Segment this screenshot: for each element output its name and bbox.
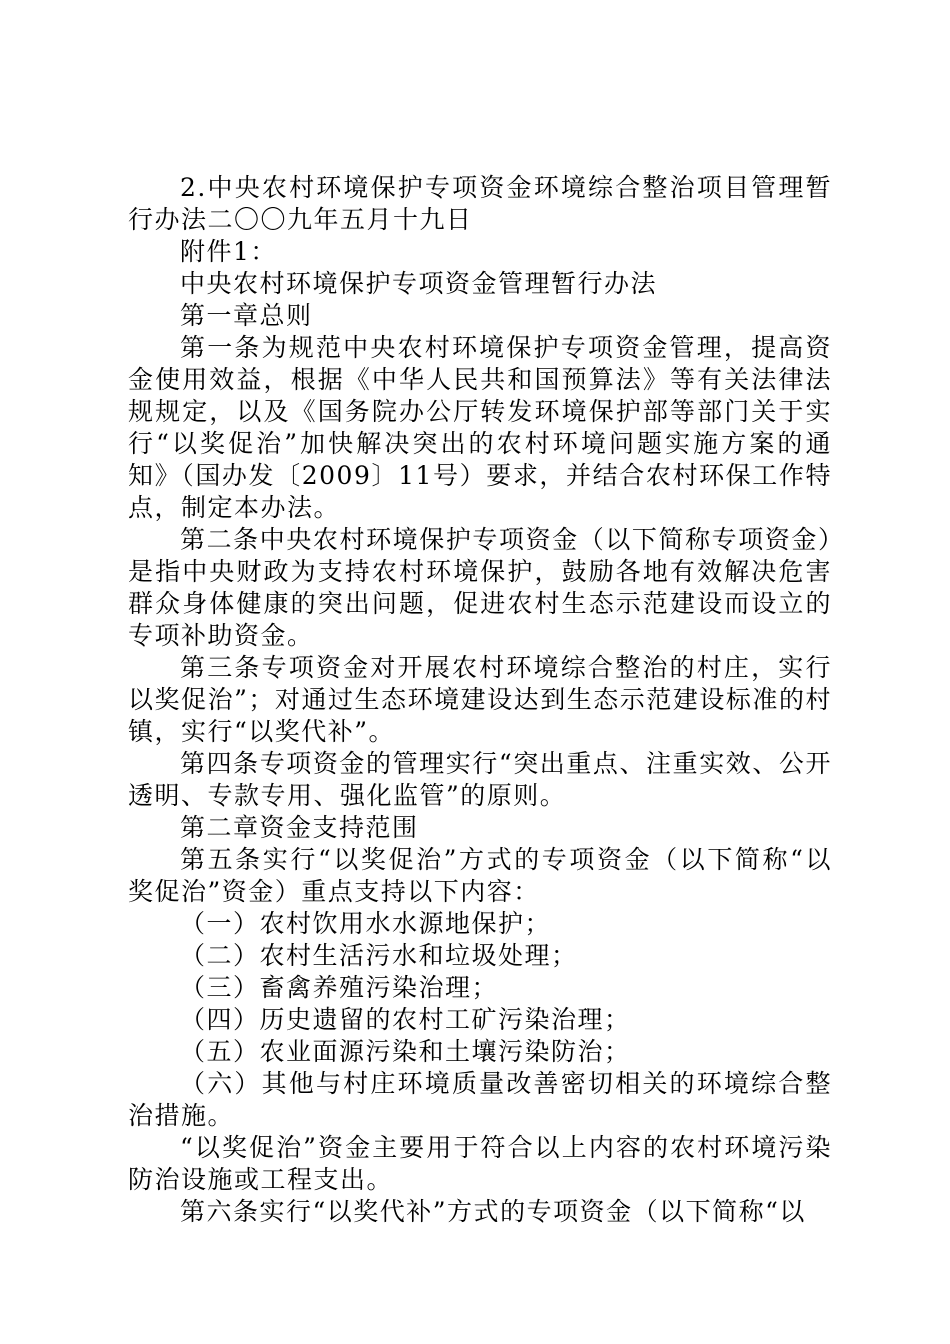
article-4: 第四条专项资金的管理实行“突出重点、注重实效、公开透明、专款专用、强化监管”的原则。 (128, 749, 832, 810)
article-6: 第六条实行“以奖代补”方式的专项资金（以下简称“以 (180, 1197, 806, 1226)
paragraph-funding-use: “以奖促治”资金主要用于符合以上内容的农村环境污染防治设施或工程支出。 (128, 1133, 832, 1194)
list-item-5: （五）农业面源污染和土壤污染防治； (180, 1037, 631, 1066)
article-5: 第五条实行“以奖促治”方式的专项资金（以下简称“以奖促治”资金）重点支持以下内容： (128, 845, 832, 906)
list-item-1: （一）农村饮用水水源地保护； (180, 909, 552, 938)
chapter-heading-2: 第二章资金支持范围 (180, 813, 419, 842)
list-item-6: （六）其他与村庄环境质量改善密切相关的环境综合整治措施。 (128, 1069, 832, 1130)
paragraph-document-title: 中央农村环境保护专项资金管理暂行办法 (180, 269, 658, 298)
paragraph-appendix-title: 2.中央农村环境保护专项资金环境综合整治项目管理暂行办法二〇〇九年五月十九日 (128, 173, 832, 234)
list-item-2: （二）农村生活污水和垃圾处理； (180, 941, 578, 970)
list-item-4: （四）历史遗留的农村工矿污染治理； (180, 1005, 631, 1034)
list-item-3: （三）畜禽养殖污染治理； (180, 973, 499, 1002)
document-body (128, 172, 832, 1228)
article-3: 第三条专项资金对开展农村环境综合整治的村庄，实行以奖促治”；对通过生态环境建设达到生态示范建设标准的村镇，实行“以奖代补”。 (128, 653, 832, 746)
paragraph-attachment-label: 附件1： (180, 237, 277, 266)
chapter-heading-1: 第一章总则 (180, 301, 313, 330)
article-1: 第一条为规范中央农村环境保护专项资金管理，提高资金使用效益，根据《中华人民共和国预算法》等有关法律法规规定，以及《国务院办公厅转发环境保护部等部门关于实行“以奖促治”加快解决突出的农村环境问题实施方案的通知》（国办发〔2009〕11号）要求，并结合农村环保工作特点，制定本办法。 (128, 333, 832, 522)
article-2: 第二条中央农村环境保护专项资金（以下简称专项资金）是指中央财政为支持农村环境保护，鼓励各地有效解决危害群众身体健康的突出问题，促进农村生态示范建设而设立的专项补助资金。 (128, 525, 832, 650)
